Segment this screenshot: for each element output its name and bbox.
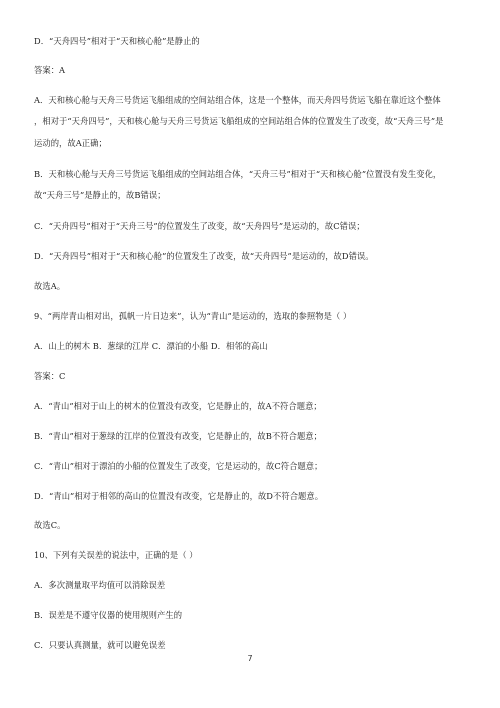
explanation-b-line-1: B．天和核心舱与天舟三号货运飞船组成的空间站组合体，“天舟三号”相对于“天和核心舱”位置没有发生变化， [34,169,442,179]
explanation-a-line-1: A．天和核心舱与天舟三号货运飞船组成的空间站组合体，这是一个整体，而天舟四号货运飞船在靠近这个整体 [34,95,441,105]
q9-explanation-c: C．“青山”相对于漂泊的小船的位置发生了改变，它是运动的，故C符合题意； [34,461,323,471]
explanation-b-line-2: 故“天舟三号”是静止的，故B错误； [34,190,166,200]
q9-explanation-b: B．“青山”相对于葱绿的江岸的位置没有改变，它是静止的，故B不符合题意； [34,431,322,441]
answer-label: 答案：A [34,65,66,75]
explanation-a-line-3: 运动的，故A正确； [34,138,107,148]
page-number: 7 [247,654,253,663]
q10-option-b: B．误差是不遵守仪器的使用规则产生的 [34,610,183,620]
option-d-text: D．“天舟四号”相对于“天和核心舱”是静止的 [34,36,200,46]
answer-label: 答案：C [34,371,66,381]
question-9: 9、“两岸青山相对出，孤帆一片日边来”，认为“青山”是运动的，选取的参照物是（ ） [34,311,352,321]
question-9-options: A．山上的树木 B．葱绿的江岸 C．漂泊的小船 D．相邻的高山 [34,341,268,351]
explanation-a-line-2: ，相对于“天舟四号”，天和核心舱与天舟三号货运飞船组成的空间站组合体的位置发生了改变，故“天舟三号”是 [34,116,444,126]
conclusion: 故选A。 [34,281,66,291]
conclusion: 故选C。 [34,520,66,530]
explanation-c: C．“天舟四号”相对于“天舟三号”的位置发生了改变，故“天舟四号”是运动的，故C错误； [34,221,365,231]
explanation-d: D．“天舟四号”相对于“天和核心舱”的位置发生了改变，故“天舟四号”是运动的，故D错误。 [34,251,374,261]
question-10: 10、下列有关误差的说法中，正确的是（ ） [34,550,198,560]
q10-option-a: A．多次测量取平均值可以消除误差 [34,580,166,590]
q10-option-c: C．只要认真测量，就可以避免误差 [34,640,166,650]
q9-explanation-d: D．“青山”相对于相邻的高山的位置没有改变，它是静止的，故D不符合题意。 [34,491,324,501]
q9-explanation-a: A．“青山”相对于山上的树木的位置没有改变，它是静止的，故A不符合题意； [34,401,322,411]
